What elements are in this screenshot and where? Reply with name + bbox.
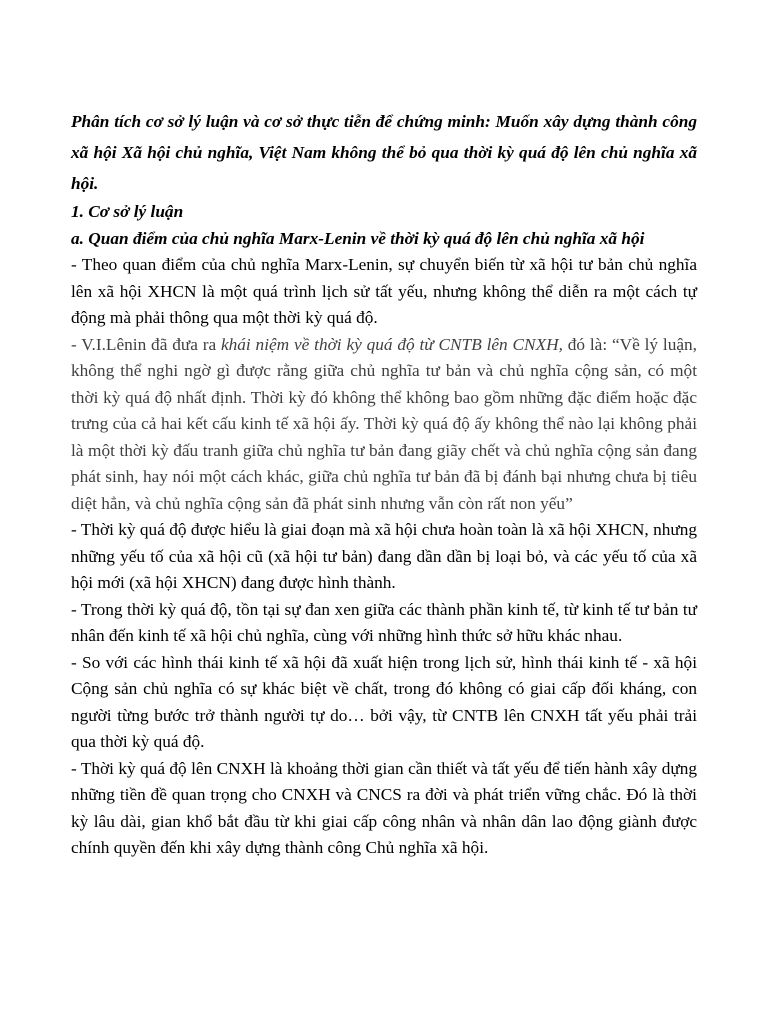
paragraph-2-italic-term: khái niệm về thời kỳ quá độ từ CNTB lên CNXH, xyxy=(220,334,563,354)
paragraph-5: - So với các hình thái kinh tế xã hội đã xuất hiện trong lịch sử, hình thái kinh tế - xã hội Cộng sản chủ nghĩa có sự khác biệt về chất, trong đó không có giai cấp đối kháng, con người từng bước trở thành người tự do… bởi vậy, từ CNTB lên CNXH tất yếu phải trải qua thời kỳ quá độ. xyxy=(71,652,697,751)
document-body xyxy=(71,106,697,862)
subsection-heading: a. Quan điểm của chủ nghĩa Marx-Lenin về thời kỳ quá độ lên chủ nghĩa xã hội xyxy=(71,228,645,248)
paragraph-2-lead: - V.I.Lênin đã đưa ra xyxy=(71,334,221,354)
paragraph-2-quote: đó là: “Về lý luận, không thể nghi ngờ gì được rằng giữa chủ nghĩa tư bản và chủ nghĩa cộng sản, có một thời kỳ quá độ nhất định. Thời kỳ đó không thể không bao gồm những đặc điểm hoặc đặc trưng của cả hai kết cấu kinh tế xã hội ấy. Thời kỳ quá độ ấy không thể nào lại không phải là một thời kỳ đấu tranh giữa chủ nghĩa tư bản đang giãy chết và chủ nghĩa cộng sản đang phát sinh, hay nói một cách khác, giữa chủ nghĩa tư bản đã bị đánh bại nhưng chưa bị tiêu diệt hẳn, và chủ nghĩa cộng sản đã phát sinh nhưng vẫn còn rất non yếu” xyxy=(71,334,697,513)
paragraph-4: - Trong thời kỳ quá độ, tồn tại sự đan xen giữa các thành phần kinh tế, từ kinh tế tư bản tư nhân đến kinh tế xã hội chủ nghĩa, cùng với những hình thức sở hữu khác nhau. xyxy=(71,599,697,645)
paragraph-1: - Theo quan điểm của chủ nghĩa Marx-Lenin, sự chuyển biến từ xã hội tư bản chủ nghĩa lên xã hội XHCN là một quá trình lịch sử tất yếu, nhưng không thể diễn ra một cách tự động mà phải thông qua một thời kỳ quá độ. xyxy=(71,255,697,327)
paragraph-2 xyxy=(71,332,697,518)
paragraph-6: - Thời kỳ quá độ lên CNXH là khoảng thời gian cần thiết và tất yếu để tiến hành xây dựng những tiền đề quan trọng cho CNXH và CNCS ra đời và phát triển vững chắc. Đó là thời kỳ lâu dài, gian khổ bắt đầu từ khi giai cấp công nhân và nhân dân lao động giành được chính quyền đến khi xây dựng thành công Chủ nghĩa xã hội. xyxy=(71,758,697,857)
paragraph-3: - Thời kỳ quá độ được hiểu là giai đoạn mà xã hội chưa hoàn toàn là xã hội XHCN, nhưng những yếu tố của xã hội cũ (xã hội tư bản) đang dần dần bị loại bỏ, và các yếu tố của xã hội mới (xã hội XHCN) đang được hình thành. xyxy=(71,520,697,592)
section-heading: 1. Cơ sở lý luận xyxy=(71,202,184,221)
document-title: Phân tích cơ sở lý luận và cơ sở thực tiễn để chứng minh: Muốn xây dựng thành công xã hội Xã hội chủ nghĩa, Việt Nam không thể bỏ qua thời kỳ quá độ lên chủ nghĩa xã hội. xyxy=(71,112,697,193)
